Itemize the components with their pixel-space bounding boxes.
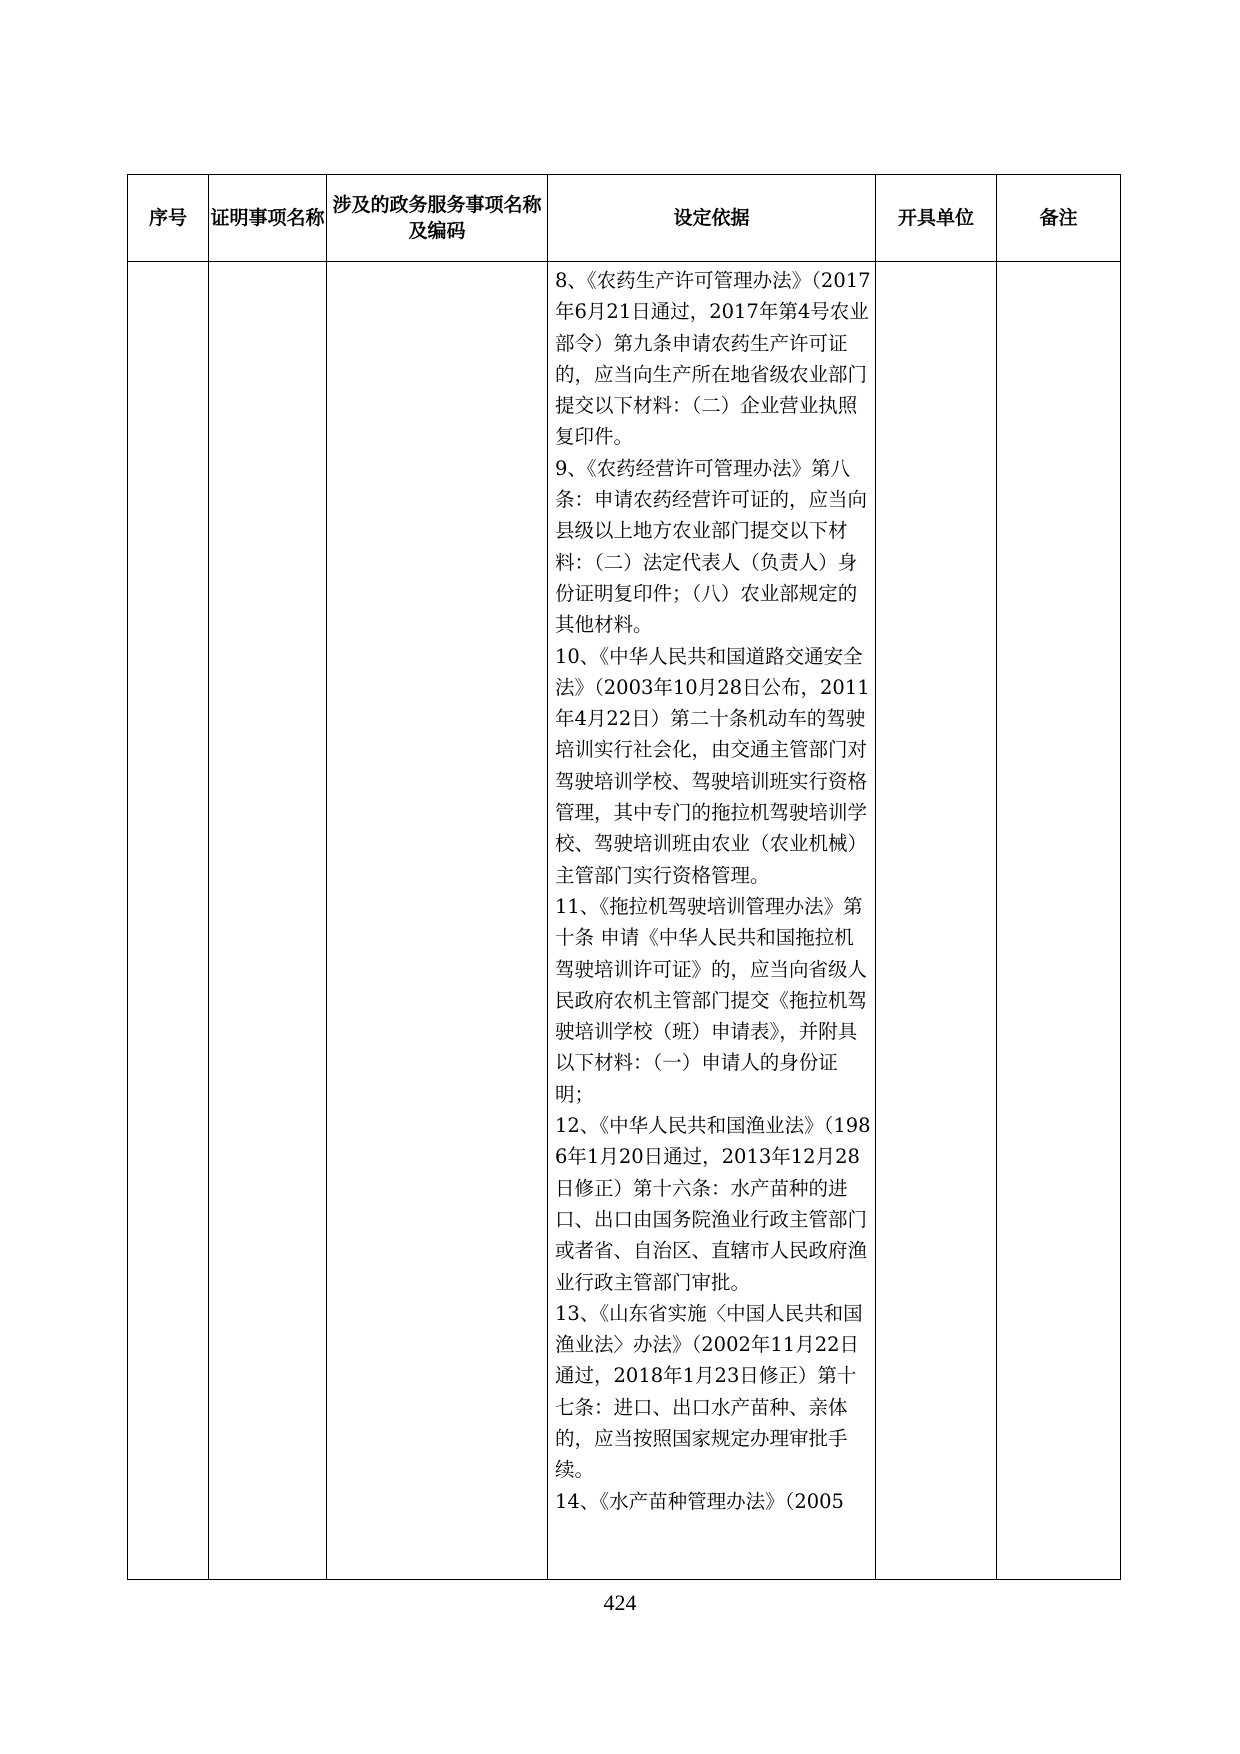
basis-paragraph-11: 11、《拖拉机驾驶培训管理办法》第十条 申请《中华人民共和国拖拉机驾驶培训许可证》的，应当向省级人民政府农机主管部门提交《拖拉机驾驶培训学校（班）申请表》，并附具以下材料：（一）申请人的身份证明； xyxy=(555,894,868,1106)
table-header-row xyxy=(128,175,1121,262)
cell-basis xyxy=(548,262,876,1580)
basis-paragraph-9: 9、《农药经营许可管理办法》第八条：申请农药经营许可证的，应当向县级以上地方农业部门提交以下材料：（二）法定代表人（负责人）身份证明复印件；（八）农业部规定的其他材料。 xyxy=(555,456,868,637)
header-basis: 设定依据 xyxy=(548,175,876,262)
cell-service-item xyxy=(327,262,548,1580)
cell-remark xyxy=(997,262,1121,1580)
header-seq: 序号 xyxy=(128,175,209,262)
basis-paragraph-8: 8、《农药生产许可管理办法》（2017年6月21日通过，2017年第4号农业部令）第九条申请农药生产许可证的，应当向生产所在地省级农业部门提交以下材料：（二）企业营业执照复印件。 xyxy=(555,269,871,449)
table-row xyxy=(128,262,1121,1580)
basis-paragraph-13: 13、《山东省实施〈中国人民共和国渔业法〉办法》（2002年11月22日通过，2018年1月23日修正）第十七条：进口、出口水产苗种、亲体的，应当按照国家规定办理审批手续。 xyxy=(555,1301,863,1482)
basis-paragraph-12: 12、《中华人民共和国渔业法》（1986年1月20日通过，2013年12月28日修正）第十六条：水产苗种的进口、出口由国务院渔业行政主管部门或者省、自治区、直辖市人民政府渔业行政主管部门审批。 xyxy=(555,1114,871,1294)
header-item-name: 证明事项名称 xyxy=(209,175,327,262)
page-number: 424 xyxy=(603,1590,637,1615)
header-service-item: 涉及的政务服务事项名称及编码 xyxy=(327,175,548,262)
cell-issuer xyxy=(876,262,997,1580)
cell-item-name xyxy=(209,262,327,1580)
cell-seq xyxy=(128,262,209,1580)
basis-paragraph-10: 10、《中华人民共和国道路交通安全法》（2003年10月28日公布，2011年4月22日）第二十条机动车的驾驶培训实行社会化，由交通主管部门对驾驶培训学校、驾驶培训班实行资格管理，其中专门的拖拉机驾驶培训学校、驾驶培训班由农业（农业机械）主管部门实行资格管理。 xyxy=(555,644,870,887)
header-issuer: 开具单位 xyxy=(876,175,997,262)
basis-text xyxy=(548,262,875,1517)
certification-items-table xyxy=(127,174,1121,1580)
header-remark: 备注 xyxy=(997,175,1121,262)
basis-paragraph-14: 14、《水产苗种管理办法》（2005 xyxy=(555,1489,844,1513)
